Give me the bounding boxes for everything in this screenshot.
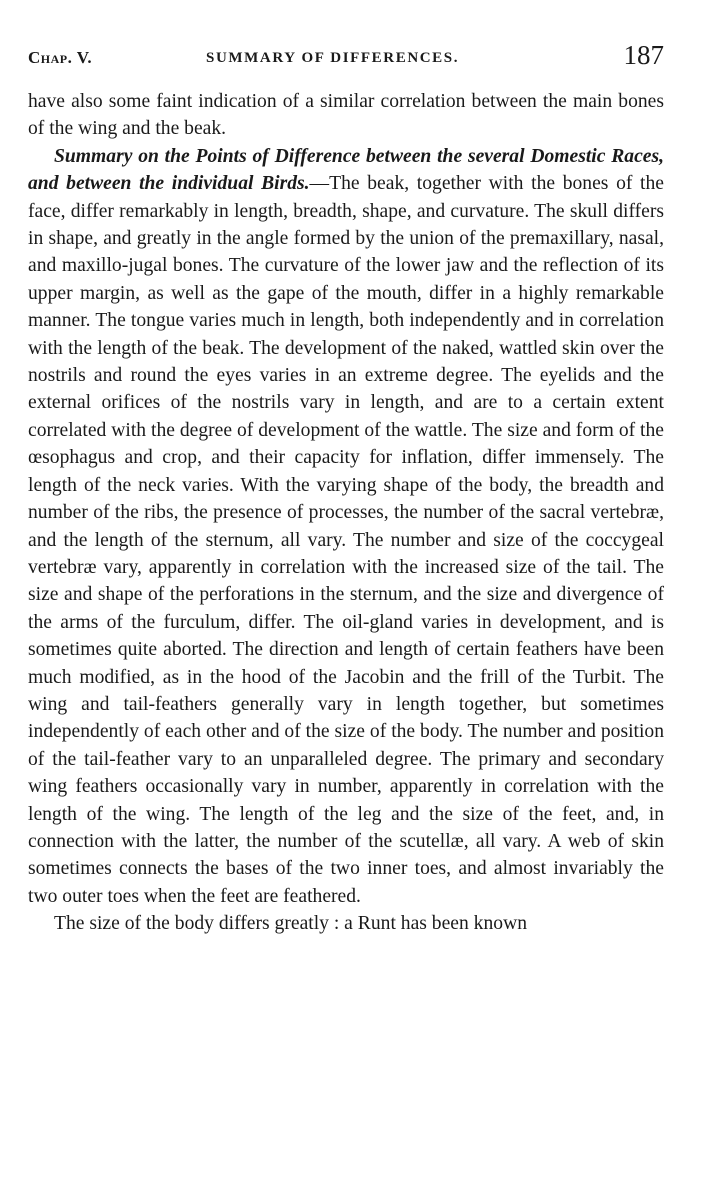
summary-body: —The beak, together with the bones of the face, differ remarkably in length, breadth, shape, and curvature. The skull differs in shape, and greatly in the angle formed by the union of the premaxillary, nasal, and maxillo-jugal bones. The curvature of the lower jaw and the reflection of its upper margin, as well as the gape of the mouth, differ in a highly remarkable manner. The tongue varies much in length, both independently and in correlation with the length of the beak. The development of the naked, wattled skin over the nostrils and round the eyes varies in an extreme degree. The eyelids and the external orifices of the nostrils vary in length, and are to a certain extent correlated with the degree of development of the wattle. The size and form of the œsophagus and crop, and their capacity for inflation, differ immensely. The length of the neck varies. With the varying shape of the body, the breadth and number of the ribs, the presence of processes, the number of the sacral vertebræ, and the length of the sternum, all vary. The number and size of the coccygeal vertebræ vary, apparently in correlation with the increased size of the tail. The size and shape of the perforations in the sternum, and the size and divergence of the arms of the furculum, differ. The oil-gland varies in development, and is sometimes quite aborted. The direction and length of certain feathers have been much modified, as in the hood of the Jacobin and the frill of the Turbit. The wing and tail-feathers generally vary in length together, but sometimes independently of each other and of the size of the body. The number and position of the tail-feather vary to an unparalleled degree. The primary and secondary wing feathers occasionally vary in number, apparently in correlation with the length of the wing. The length of the leg and the size of the feet, and, in connection with the latter, the number of the scutellæ, all vary. A web of skin sometimes connects the bases of the two inner toes, and almost invariably the two outer toes when the feet are feathered.: [28, 173, 664, 907]
summary-heading: Summary on the Points of Difference between the several Domestic Races, and between the individual Birds.: [28, 145, 664, 195]
running-header: [28, 38, 664, 82]
paragraph-body-size: The size of the body differs greatly : a Runt has been known: [54, 913, 528, 935]
page-number: 187: [623, 40, 664, 70]
paragraph-summary: [28, 143, 664, 910]
body-text: [28, 88, 664, 938]
chapter-label: Chap. V.: [28, 48, 93, 67]
paragraph-continuation: have also some faint indication of a similar correlation between the main bones of the wing and the beak.: [28, 91, 664, 140]
running-title: SUMMARY OF DIFFERENCES.: [206, 50, 460, 66]
